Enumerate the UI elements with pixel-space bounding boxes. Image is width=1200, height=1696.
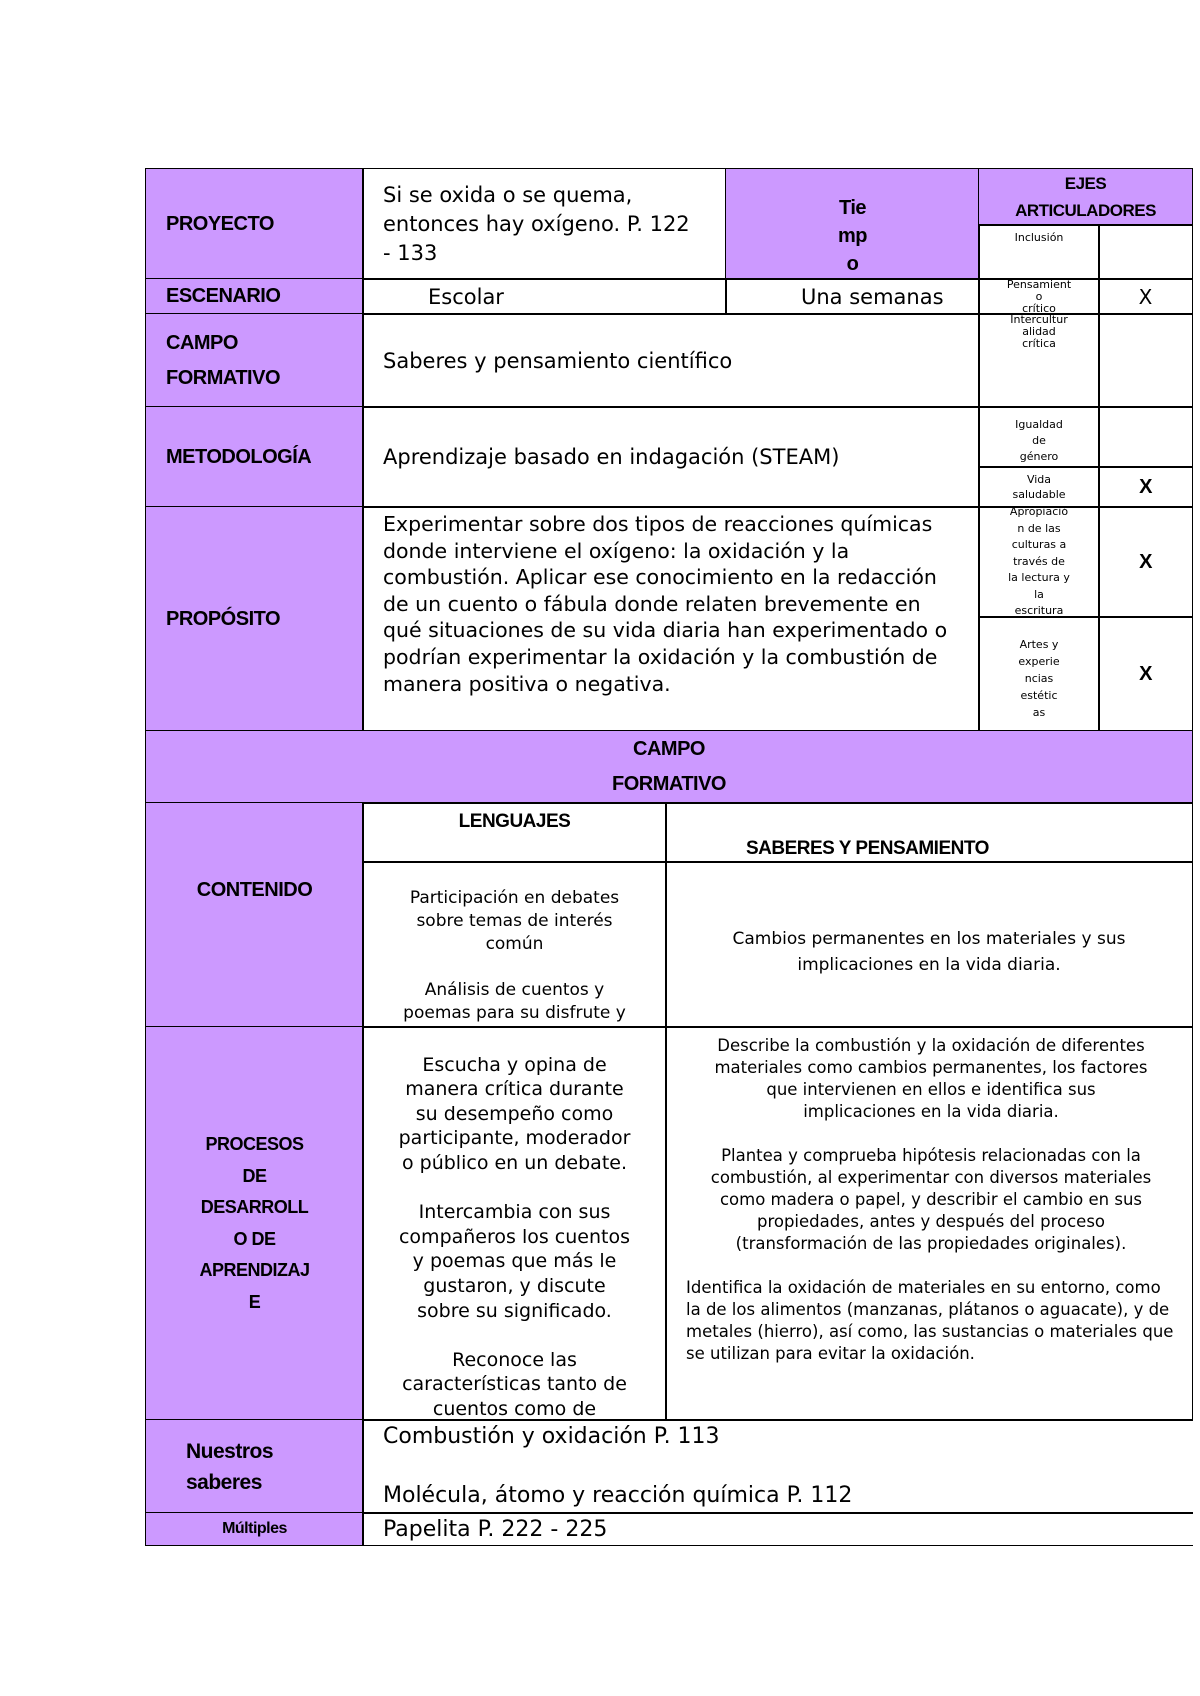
contenido-lenguajes-cell	[362, 861, 667, 1028]
eje-mark-cell	[1098, 506, 1193, 618]
procesos-saberes-p2: Plantea y comprueba hipótesis relacionadas con la combustión, al experimentar con diversos materiales como madera o papel, y describir el cambio en sus propiedades, antes y después del proceso (transformación de las propiedades originales).	[710, 1146, 1152, 1253]
contenido-lenguajes-text: Participación en debates sobre temas de interés común Análisis de cuentos y poemas para su disfrute y	[403, 888, 626, 1023]
campo-formativo-label-cell	[145, 313, 364, 408]
nuestros-saberes-line2: Molécula, átomo y reacción química P. 112	[383, 1483, 853, 1508]
metodologia-label: METODOLOGÍA	[166, 445, 312, 468]
nuestros-saberes-value-cell	[362, 1419, 1193, 1514]
eje-label: Vida saludable	[1012, 473, 1066, 501]
eje-mark: X	[1139, 550, 1152, 573]
proyecto-label-cell	[145, 168, 364, 280]
tiempo-value: Una semanas	[801, 284, 944, 309]
multiples-value: Papelita P. 222 - 225	[383, 1516, 608, 1542]
escenario-value: Escolar	[428, 284, 504, 309]
eje-label: Pensamient o crítico	[1006, 278, 1072, 315]
contenido-label: CONTENIDO	[196, 878, 313, 901]
multiples-label-cell	[145, 1512, 364, 1546]
lenguajes-header-cell	[362, 802, 667, 863]
escenario-value-cell	[362, 278, 727, 315]
eje-label-cell	[978, 313, 1100, 408]
campo-formativo-value-cell	[362, 313, 980, 408]
nuestros-saberes-line1: Combustión y oxidación P. 113	[383, 1424, 720, 1449]
multiples-value-cell	[362, 1512, 1193, 1546]
tiempo-label-cell	[725, 168, 980, 280]
proyecto-value: Si se oxida o se quema, entonces hay oxígeno. P. 122 - 133	[383, 182, 690, 265]
eje-label-cell	[978, 616, 1100, 732]
campo-formativo-value: Saberes y pensamiento científico	[383, 348, 733, 373]
escenario-label-cell	[145, 278, 364, 315]
campo-formativo-header	[145, 730, 1193, 804]
eje-label-cell	[978, 506, 1100, 618]
multiples-label: Múltiples	[222, 1520, 287, 1537]
tiempo-value-cell	[725, 278, 980, 315]
proposito-label-cell	[145, 506, 364, 732]
ejes-header: EJES ARTICULADORES	[1015, 174, 1156, 220]
procesos-label: PROCESOS DE DESARROLL O DE APRENDIZAJ E	[199, 1134, 310, 1312]
eje-mark-cell	[1098, 616, 1193, 732]
eje-mark-cell	[1098, 224, 1193, 280]
eje-label: Inclusión	[1014, 231, 1064, 244]
contenido-saberes-text: Cambios permanentes en los materiales y sus implicaciones en la vida diaria.	[732, 929, 1126, 975]
eje-label: Igualdad de género	[1015, 418, 1063, 463]
procesos-lenguajes-cell	[362, 1026, 667, 1421]
procesos-saberes-p1: Describe la combustión y la oxidación de diferentes materiales como cambios permanentes, los factores que intervienen en ellos e identifica sus implicaciones en la vida diaria.	[714, 1036, 1148, 1121]
campo-formativo-label: CAMPO FORMATIVO	[166, 331, 281, 389]
eje-mark: X	[1139, 662, 1152, 685]
eje-label-cell	[978, 466, 1100, 508]
proposito-value: Experimentar sobre dos tipos de reacciones químicas donde interviene el oxígeno: la oxidación y la combustión. Aplicar ese conocimiento en la redacción de un cuento o fábula donde relaten brevemente en qué situaciones de su vida diaria han experimentado o podrían experimentar la oxidación y la combustión de manera positiva o negativa.	[383, 512, 948, 696]
eje-mark-cell	[1098, 406, 1193, 468]
proposito-value-cell	[362, 506, 980, 732]
eje-mark-cell	[1098, 278, 1193, 315]
metodologia-label-cell	[145, 406, 364, 508]
nuestros-saberes-label-cell	[145, 1419, 364, 1514]
metodologia-value-cell	[362, 406, 980, 508]
eje-label-cell	[978, 224, 1100, 280]
proposito-label: PROPÓSITO	[166, 607, 281, 630]
proyecto-label: PROYECTO	[166, 212, 274, 235]
eje-mark: X	[1138, 284, 1153, 309]
saberes-header-cell	[665, 802, 1193, 863]
eje-label: Artes y experie ncias estétic as	[1018, 637, 1060, 719]
nuestros-saberes-label: Nuestros saberes	[186, 1439, 274, 1494]
escenario-label: ESCENARIO	[166, 285, 281, 307]
eje-label: Apropiació n de las culturas a través de la lectura y la escritura	[1008, 506, 1070, 618]
proyecto-value-cell	[362, 168, 727, 280]
metodologia-value: Aprendizaje basado en indagación (STEAM)	[383, 445, 840, 469]
lenguajes-header: LENGUAJES	[458, 811, 571, 832]
saberes-header: SABERES Y PENSAMIENTO	[746, 838, 989, 859]
procesos-saberes-cell	[665, 1026, 1193, 1421]
eje-mark: X	[1139, 475, 1152, 498]
contenido-label-cell	[145, 802, 364, 1028]
contenido-saberes-cell	[665, 861, 1193, 1028]
eje-label-cell	[978, 278, 1100, 315]
eje-mark-cell	[1098, 313, 1193, 408]
ejes-header-cell	[978, 168, 1193, 226]
eje-label: Intercultur alidad crítica	[1010, 313, 1068, 350]
eje-mark-cell	[1098, 466, 1193, 508]
tiempo-label: Tie mp o	[838, 197, 867, 275]
campo-formativo-header-text: CAMPO FORMATIVO	[611, 738, 726, 795]
eje-label-cell	[978, 406, 1100, 468]
procesos-label-cell	[145, 1026, 364, 1421]
procesos-saberes-p3: Identifica la oxidación de materiales en su entorno, como la de los alimentos (manzanas, plátanos o aguacate), y de metales (hierro), así como, las sustancias o materiales que se utilizan para evitar la oxidación.	[686, 1278, 1174, 1363]
procesos-lenguajes-text: Escucha y opina de manera crítica durante su desempeño como participante, moderador o público en un debate. Intercambia con sus compañeros los cuentos y poemas que más le gustaron, y discute sobre su significado. Reconoce las características tanto de cuentos como de	[398, 1053, 631, 1420]
